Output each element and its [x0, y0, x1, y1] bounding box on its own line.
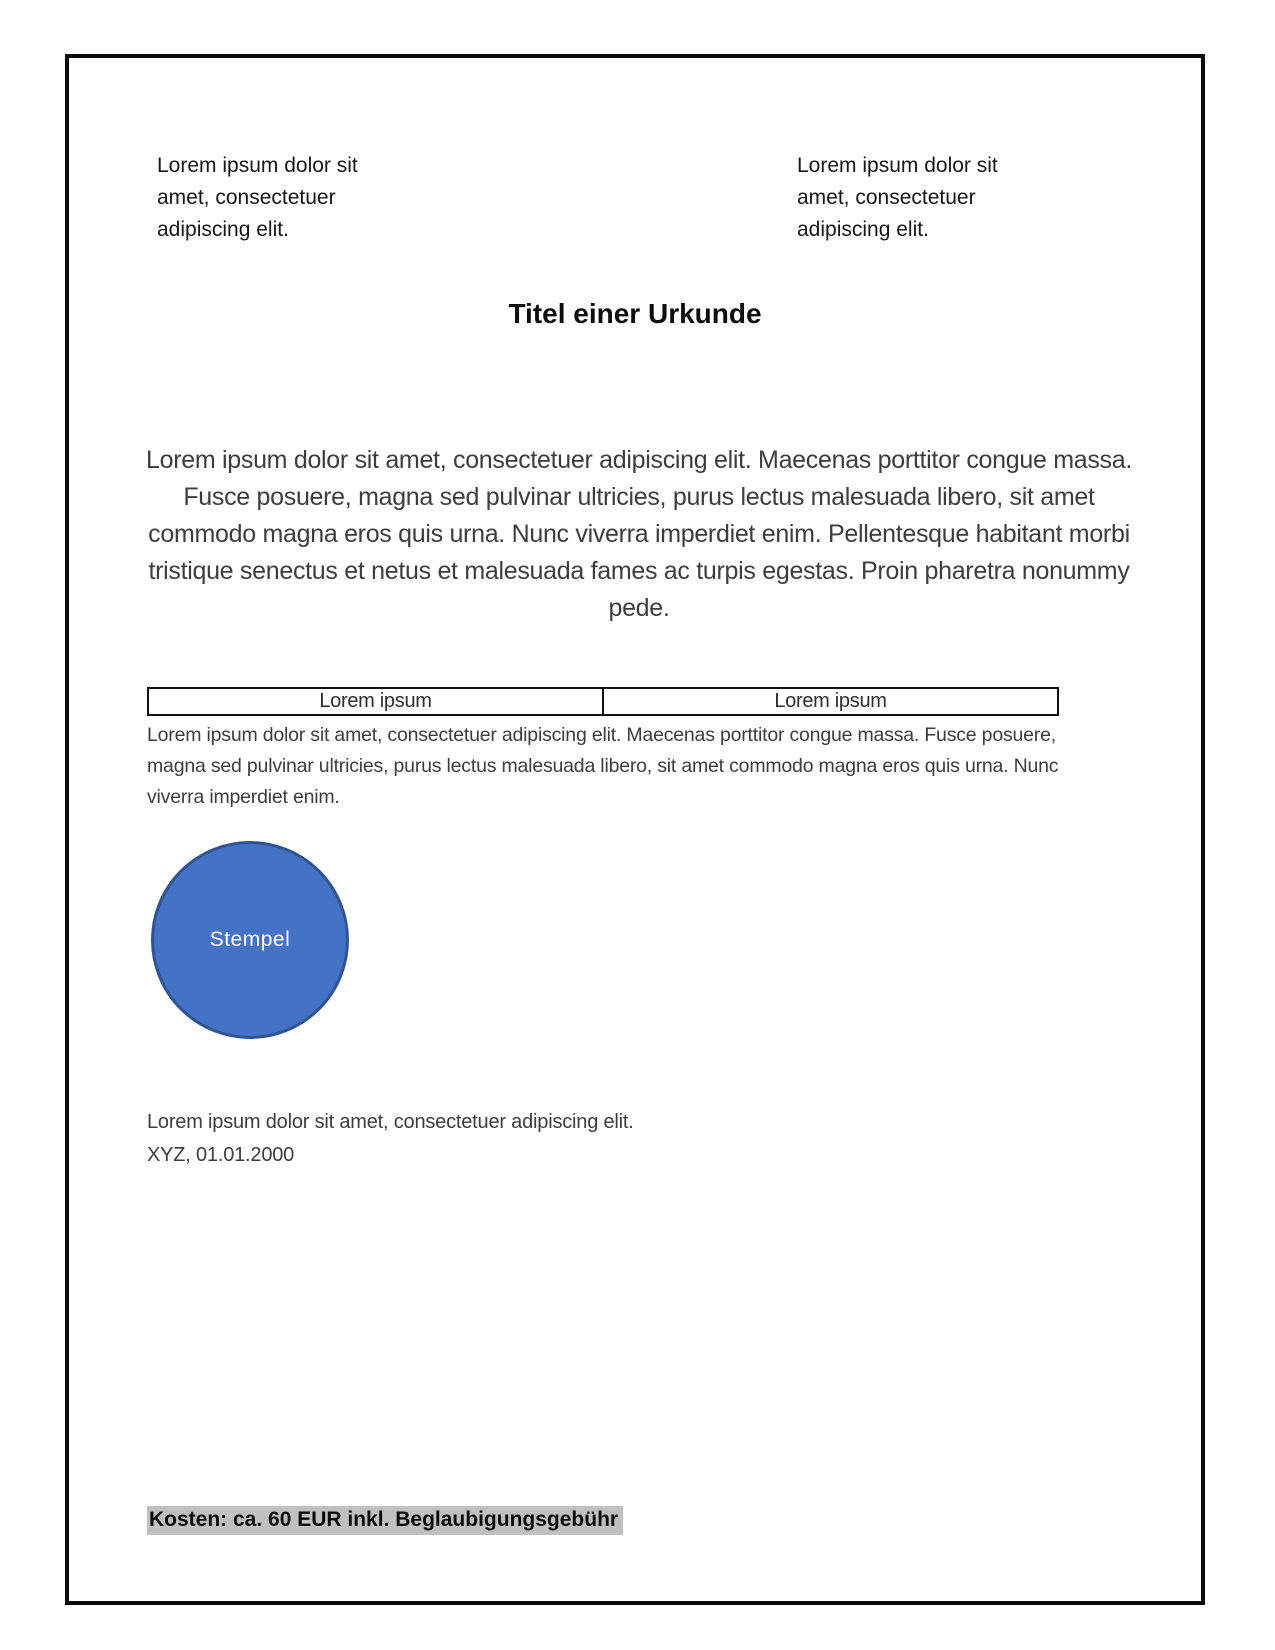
body-paragraph: Lorem ipsum dolor sit amet, consectetuer adipiscing elit. Maecenas porttitor congue massa. Fusce posuere, magna sed pulvinar ultricies, purus lectus malesuada libero, sit amet commodo magna eros quis urna. Nunc viverra imperdiet enim.: [147, 724, 1059, 808]
header-left-text: Lorem ipsum dolor sit amet, consectetuer adipiscing elit.: [157, 154, 358, 241]
cost-note: Kosten: ca. 60 EUR inkl. Beglaubigungsgebühr: [147, 1506, 623, 1535]
document-title: Titel einer Urkunde: [508, 298, 762, 329]
header-right-text: Lorem ipsum dolor sit amet, consectetuer adipiscing elit.: [797, 154, 998, 241]
table-cell-right: Lorem ipsum: [603, 688, 1058, 715]
stamp-circle: [151, 841, 349, 1039]
stamp-label: Stempel: [209, 928, 291, 951]
signature-block: [147, 1106, 634, 1172]
table-row: [148, 688, 1058, 715]
two-column-table: [147, 687, 1059, 716]
signature-line: Lorem ipsum dolor sit amet, consectetuer adipiscing elit.: [147, 1111, 634, 1133]
intro-paragraph: Lorem ipsum dolor sit amet, consectetuer adipiscing elit. Maecenas porttitor congue massa. Fusce posuere, magna sed pulvinar ultricies, purus lectus malesuada libero, sit amet commodo magna eros quis urna. Nunc viverra imperdiet enim. Pellentesque habitant morbi tristique senectus et netus et malesuada fames ac turpis egestas. Proin pharetra nonummy pede.: [146, 446, 1132, 622]
footer-note: [147, 1506, 623, 1535]
table-cell-left: Lorem ipsum: [148, 688, 603, 715]
place-date: XYZ, 01.01.2000: [147, 1144, 295, 1166]
document-page-frame: [65, 54, 1205, 1605]
